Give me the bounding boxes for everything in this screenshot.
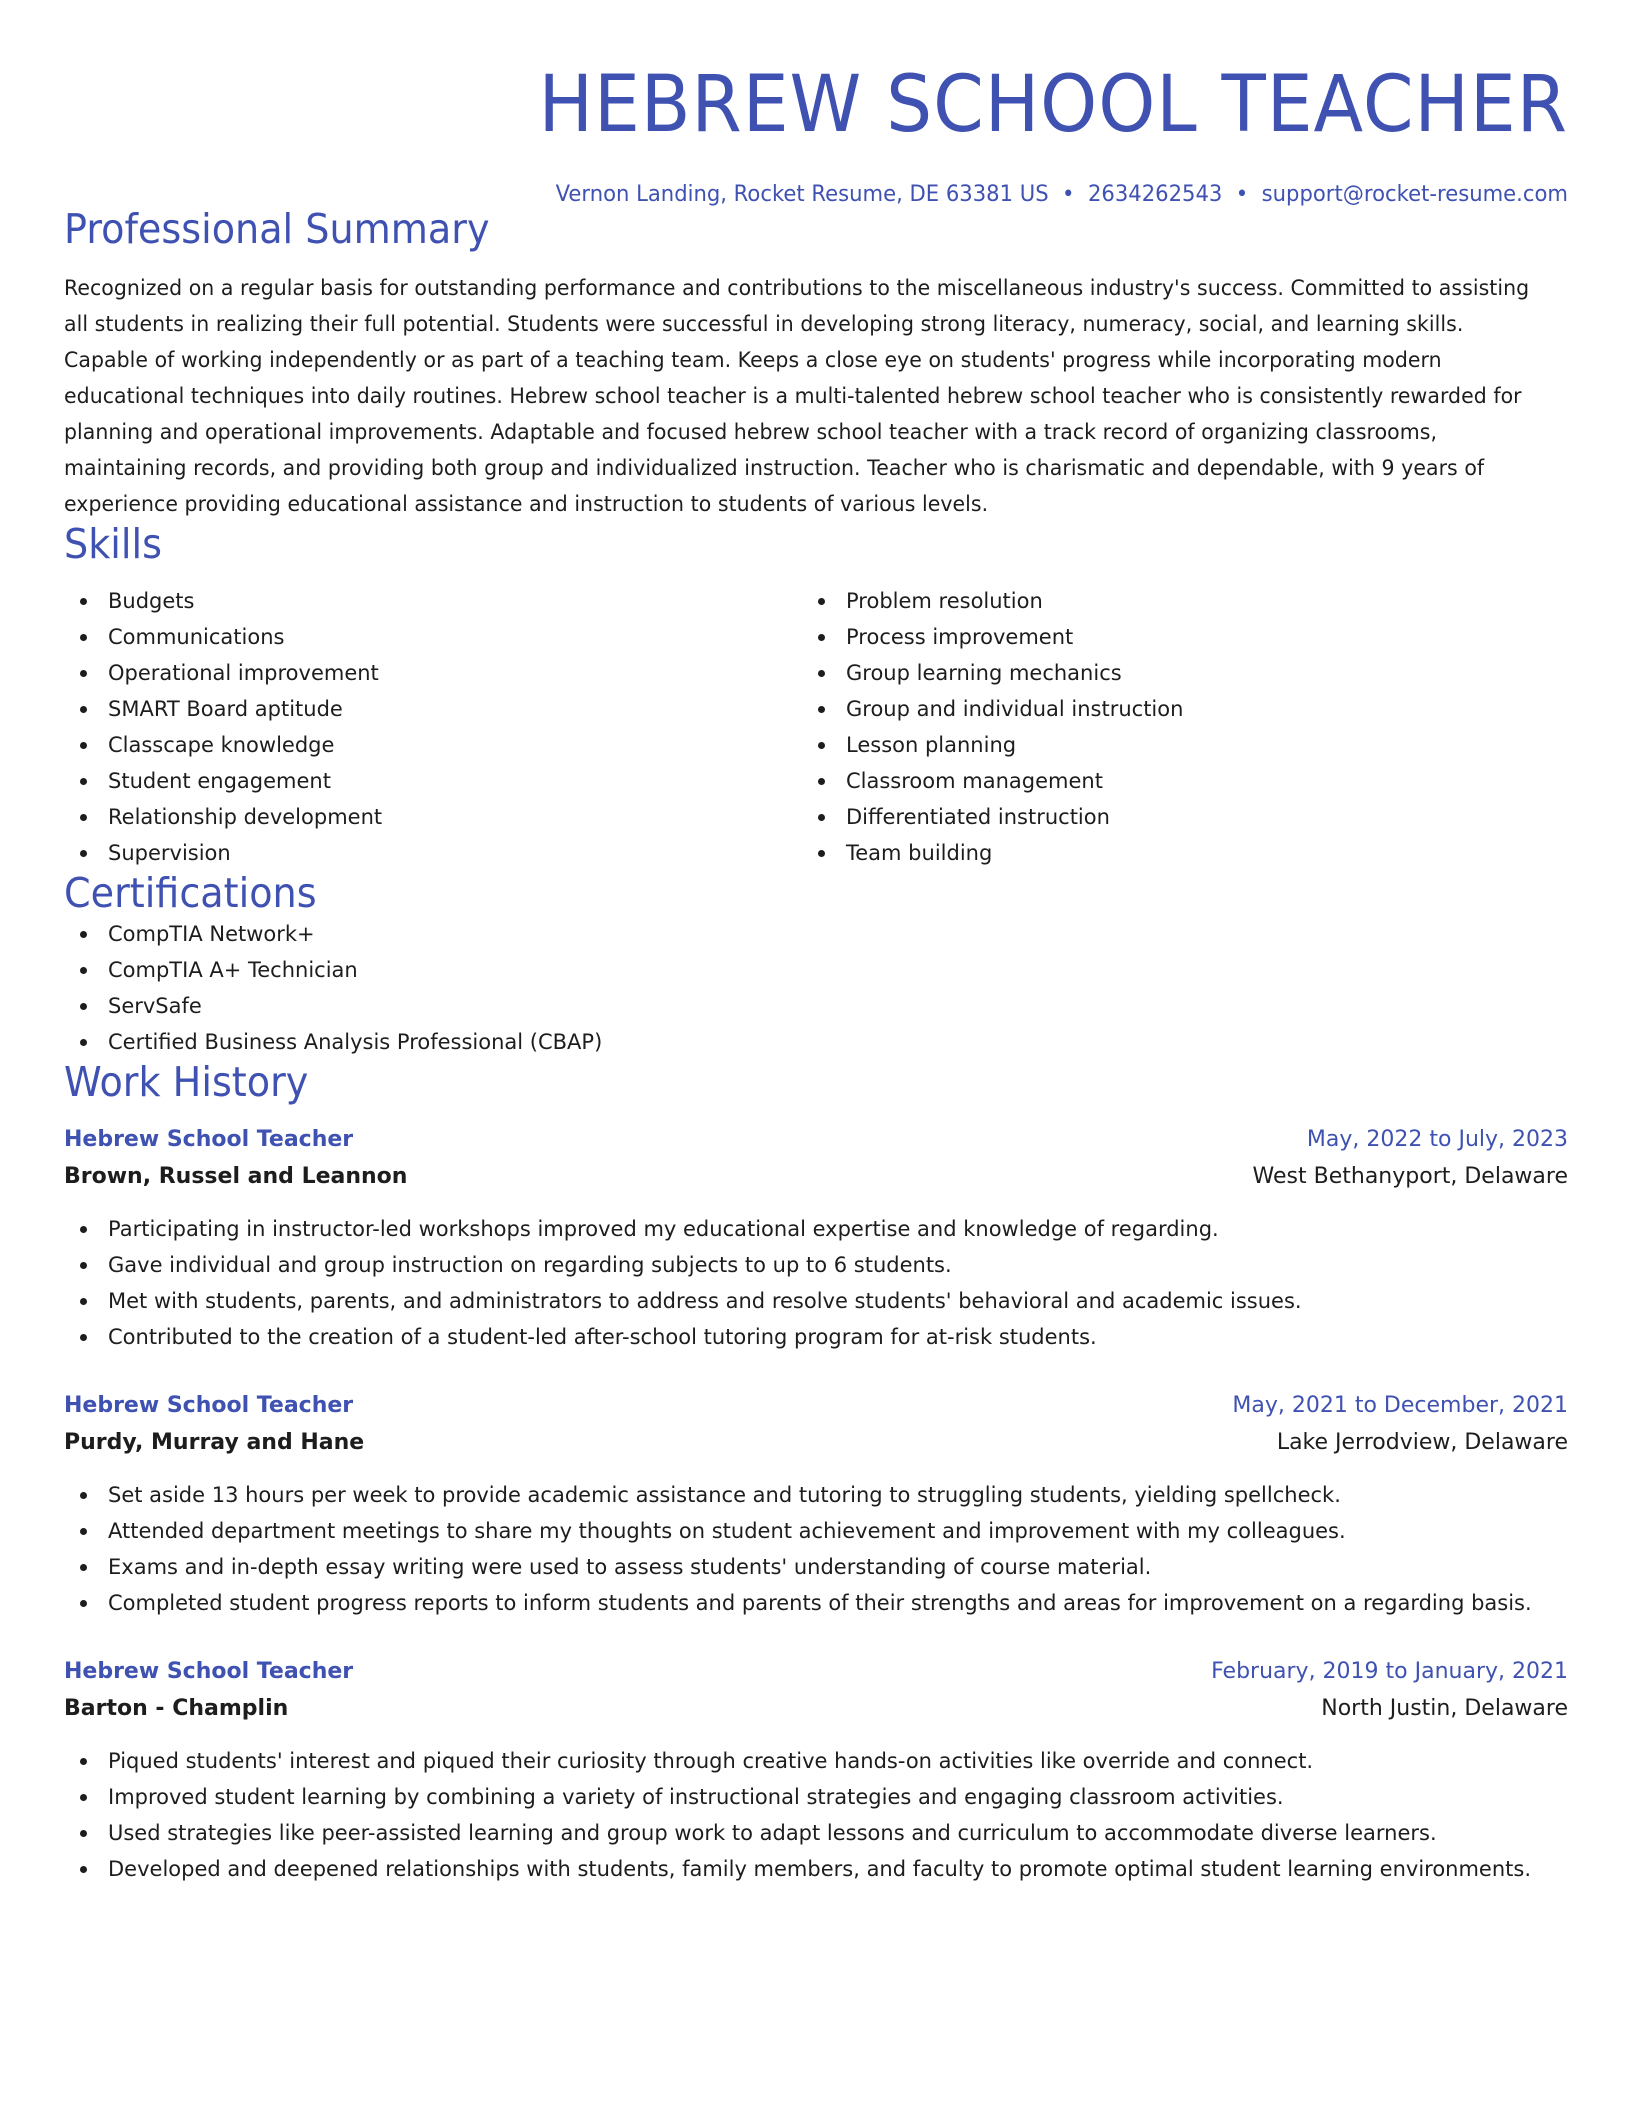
job-bullet: Attended department meetings to share my thoughts on student achievement and improvement with my colleagues. [64, 1513, 1568, 1549]
section-heading-work-history: Work History [64, 1058, 309, 1107]
skills-list-right [802, 583, 1540, 871]
job-bullet: Completed student progress reports to inform students and parents of their strengths and areas for improvement on a regarding basis. [64, 1585, 1568, 1621]
job-dates: February, 2019 to January, 2021 [1211, 1659, 1568, 1685]
job-title: Hebrew School Teacher [64, 1127, 354, 1153]
skill-item: Lesson planning [802, 727, 1540, 763]
certification-item: Certified Business Analysis Professional (CBAP) [64, 1024, 1568, 1060]
job-bullet: Set aside 13 hours per week to provide academic assistance and tutoring to struggling students, yielding spellcheck. [64, 1477, 1568, 1513]
job-header-row [64, 1655, 1568, 1689]
job-bullet: Used strategies like peer-assisted learning and group work to adapt lessons and curriculum to accommodate diverse learners. [64, 1815, 1568, 1851]
job-bullets [64, 1477, 1568, 1621]
job-bullet: Participating in instructor-led workshops improved my educational expertise and knowledge of regarding. [64, 1211, 1568, 1247]
skill-item: Communications [64, 619, 802, 655]
job-location: North Justin, Delaware [1321, 1696, 1568, 1722]
job-location: West Bethanyport, Delaware [1252, 1164, 1568, 1190]
job-bullet: Met with students, parents, and administrators to address and resolve students' behavioral and academic issues. [64, 1283, 1568, 1319]
skill-item: Relationship development [64, 799, 802, 835]
skill-item: Operational improvement [64, 655, 802, 691]
skill-item: Group learning mechanics [802, 655, 1540, 691]
certification-item: ServSafe [64, 988, 1568, 1024]
certification-item: CompTIA A+ Technician [64, 952, 1568, 988]
job-location: Lake Jerrodview, Delaware [1276, 1430, 1568, 1456]
job-bullets [64, 1743, 1568, 1887]
contact-separator: • [1062, 182, 1075, 207]
skill-item: Process improvement [802, 619, 1540, 655]
skill-item: Problem resolution [802, 583, 1540, 619]
job-bullets [64, 1211, 1568, 1355]
contact-line [124, 182, 1568, 207]
section-heading-certifications: Certifications [64, 869, 317, 918]
certification-item: CompTIA Network+ [64, 916, 1568, 952]
job-entry [64, 1389, 1568, 1621]
contact-address: Vernon Landing, Rocket Resume, DE 63381 US [555, 182, 1049, 207]
job-bullet: Exams and in-depth essay writing were used to assess students' understanding of course material. [64, 1549, 1568, 1585]
job-bullet: Gave individual and group instruction on regarding subjects to up to 6 students. [64, 1247, 1568, 1283]
skill-item: SMART Board aptitude [64, 691, 802, 727]
job-entry [64, 1655, 1568, 1887]
skills-grid [64, 583, 1568, 871]
job-company-row [64, 1689, 1568, 1729]
contact-phone: 2634262543 [1087, 182, 1223, 207]
contact-email[interactable]: support@rocket-resume.com [1261, 182, 1568, 207]
skill-item: Group and individual instruction [802, 691, 1540, 727]
job-dates: May, 2022 to July, 2023 [1306, 1127, 1568, 1153]
job-bullet: Contributed to the creation of a student-led after-school tutoring program for at-risk students. [64, 1319, 1568, 1355]
job-bullet: Developed and deepened relationships with students, family members, and faculty to promote optimal student learning environments. [64, 1851, 1568, 1887]
job-header-row [64, 1389, 1568, 1423]
skill-item: Student engagement [64, 763, 802, 799]
section-heading-skills: Skills [64, 520, 162, 569]
page-title: HEBREW SCHOOL TEACHER [538, 60, 1568, 150]
summary-paragraph: Recognized on a regular basis for outstanding performance and contributions to the miscellaneous industry's success. Committed to assisting all students in realizing their full potential. Students were successful in developing strong literacy, numeracy, social, and learning skills. Capable of working independently or as part of a teaching team. Keeps a close eye on students' progress while incorporating modern educational techniques into daily routines. Hebrew school teacher is a multi-talented hebrew school teacher who is consistently rewarded for planning and operational improvements. Adaptable and focused hebrew school teacher with a track record of organizing classrooms, maintaining records, and providing both group and individualized instruction. Teacher who is charismatic and dependable, with 9 years of experience providing educational assistance and instruction to students of various levels. [64, 276, 1530, 517]
job-title: Hebrew School Teacher [64, 1393, 354, 1419]
certifications-list [64, 916, 1568, 1060]
skills-list-left [64, 583, 802, 871]
skill-item: Budgets [64, 583, 802, 619]
job-bullet: Piqued students' interest and piqued their curiosity through creative hands-on activities like override and connect. [64, 1743, 1568, 1779]
job-company: Barton - Champlin [64, 1696, 289, 1722]
skill-item: Differentiated instruction [802, 799, 1540, 835]
skill-item: Classcape knowledge [64, 727, 802, 763]
skill-item: Supervision [64, 835, 802, 871]
skill-item: Classroom management [802, 763, 1540, 799]
job-company: Purdy, Murray and Hane [64, 1430, 365, 1456]
section-heading-summary: Professional Summary [64, 205, 490, 253]
skill-item: Team building [802, 835, 1540, 871]
job-bullet: Improved student learning by combining a variety of instructional strategies and engaging classroom activities. [64, 1779, 1568, 1815]
job-entry [64, 1123, 1568, 1355]
contact-separator: • [1235, 182, 1249, 207]
job-company: Brown, Russel and Leannon [64, 1164, 408, 1190]
job-header-row [64, 1123, 1568, 1157]
job-company-row [64, 1157, 1568, 1197]
job-company-row [64, 1423, 1568, 1463]
job-dates: May, 2021 to December, 2021 [1232, 1393, 1568, 1419]
job-title: Hebrew School Teacher [64, 1659, 354, 1685]
